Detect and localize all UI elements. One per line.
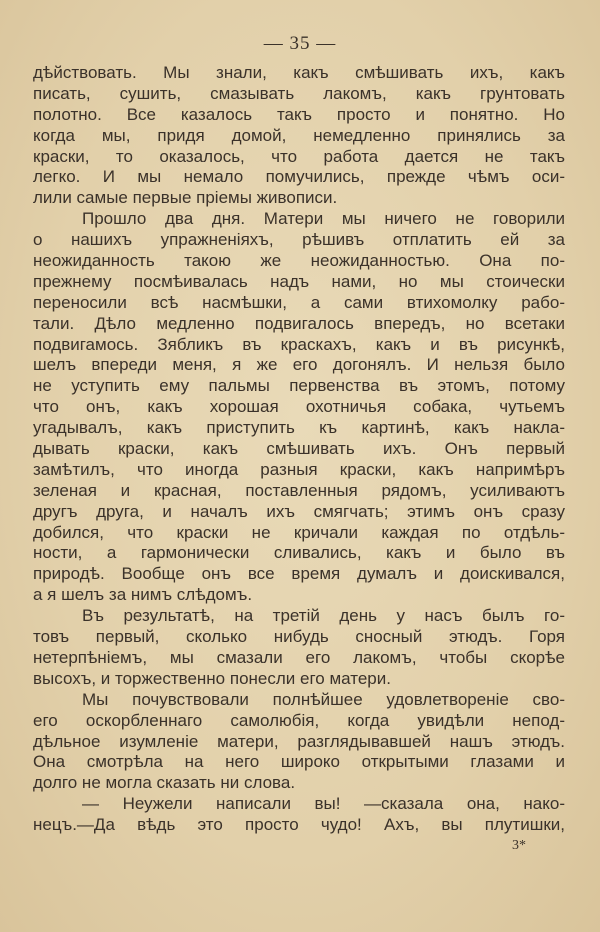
text-line: краски, то оказалось, что работа дается не такъ	[33, 146, 565, 166]
text-line: товъ первый, сколько нибудь сносный этюдъ. Горя	[33, 627, 565, 647]
text-line: — Неужели написали вы! —сказала она, нако-	[82, 794, 565, 814]
text-line: лили самые первые пріемы живописи.	[33, 188, 338, 208]
text-line: дѣйствовать. Мы знали, какъ смѣшивать ихъ, какъ	[33, 63, 565, 82]
text-line: легко. И мы немало помучились, прежде чѣмъ оси-	[33, 167, 565, 187]
text-line: а я шелъ за нимъ слѣдомъ.	[33, 585, 253, 605]
text-line: шелъ впереди меня, я же его догонялъ. И нельзя было	[33, 355, 565, 375]
text-line: добился, что краски не кричали каждая по отдѣль-	[33, 522, 565, 542]
text-line: не уступить ему пальмы первенства въ этомъ, потому	[33, 376, 565, 396]
text-line: нецъ.—Да вѣдь это просто чудо! Ахъ, вы плутишки,	[33, 815, 565, 835]
text-line: ности, а гармонически сливались, какъ и было въ	[33, 543, 565, 563]
paragraph	[33, 606, 565, 690]
text-line: о нашихъ упражненіяхъ, рѣшивъ отплатить ей за	[33, 230, 565, 250]
text-line: переносили всѣ насмѣшки, а сами втихомолку рабо-	[33, 292, 565, 312]
signature-mark: 3*	[512, 838, 526, 853]
text-line: Прошло два дня. Матери мы ничего не говорили	[82, 209, 565, 229]
paragraph	[33, 690, 565, 794]
text-line: дывать краски, какъ смѣшивать ихъ. Онъ первый	[33, 439, 565, 459]
page-body-text	[33, 63, 565, 836]
text-line: нетерпѣніемъ, мы смазали его лакомъ, чтобы скорѣе	[33, 647, 565, 667]
text-line: замѣтилъ, что иногда разныя краски, какъ напримѣръ	[33, 459, 565, 479]
page-number: — 35 —	[263, 33, 337, 54]
text-line: другъ друга, и началъ ихъ смягчать; этимъ онъ сразу	[33, 501, 565, 521]
text-line: угадывалъ, какъ приступить къ картинѣ, какъ накла-	[33, 418, 565, 438]
text-line: Она смотрѣла на него широко открытыми глазами и	[33, 752, 565, 772]
text-line: Мы почувствовали полнѣйшее удовлетвореніе сво-	[82, 689, 565, 709]
text-line: что онъ, какъ хорошая охотничья собака, чутьемъ	[33, 397, 565, 417]
paragraph	[33, 209, 565, 606]
text-line: писать, сушить, смазывать лакомъ, какъ грунтовать	[33, 83, 565, 103]
text-line: неожиданность такою же неожиданностью. Она по-	[33, 251, 565, 271]
text-line: его оскорбленнаго самолюбія, когда увидѣли непод-	[33, 710, 565, 730]
text-line: зеленая и красная, поставленныя рядомъ, усиливаютъ	[33, 480, 565, 500]
text-line: прежнему посмѣивалась надъ нами, но мы стоически	[33, 271, 565, 291]
text-line: полотно. Все казалось такъ просто и понятно. Но	[33, 104, 565, 124]
text-line: тали. Дѣло медленно подвигалось впередъ, но всетаки	[33, 313, 565, 333]
text-line: дѣльное изумленіе матери, разглядывавшей нашъ этюдъ.	[33, 731, 565, 751]
text-line: Въ результатѣ, на третій день у насъ былъ го-	[82, 606, 565, 626]
text-line: природѣ. Вообще онъ все время думалъ и доискивался,	[33, 564, 565, 584]
paragraph	[33, 794, 565, 836]
text-line: долго не могла сказать ни слова.	[33, 773, 296, 793]
text-line: когда мы, придя домой, немедленно принялись за	[33, 125, 565, 145]
text-line: высохъ, и торжественно понесли его матери.	[33, 668, 391, 688]
text-line: подвигамось. Зябликъ въ краскахъ, какъ и въ рисункѣ,	[33, 334, 565, 354]
paragraph	[33, 63, 565, 209]
